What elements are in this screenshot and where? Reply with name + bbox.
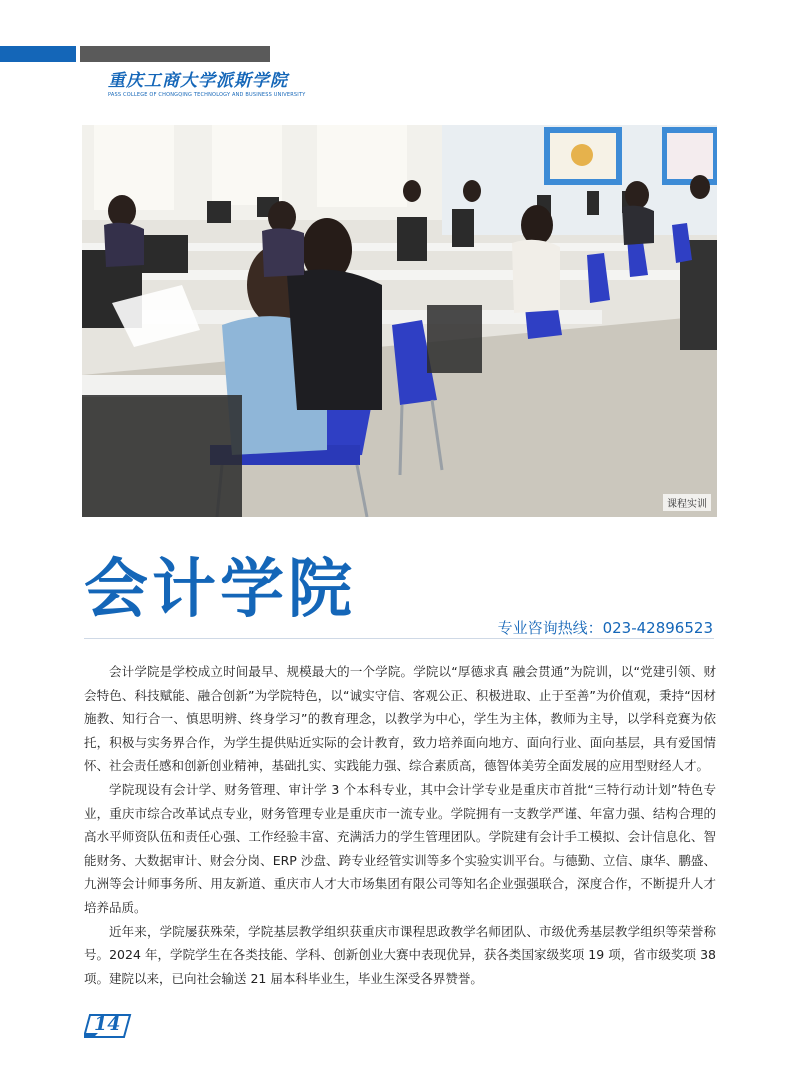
logo-english: PASS COLLEGE OF CHONGQING TECHNOLOGY AND BUSINESS UNIVERSITY <box>108 92 306 98</box>
header-bar-gray <box>80 46 270 62</box>
training-photo <box>82 125 717 517</box>
paragraph: 学院现设有会计学、财务管理、审计学 3 个本科专业，其中会计学专业是重庆市首批“三特行动计划”特色专业，重庆市综合改革试点专业，财务管理专业是重庆市一流专业。学院拥有一支教学严谨、年富力强、结构合理的高水平师资队伍和责任心强、工作经验丰富、充满活力的学生管理团队。学院建有会计手工模拟、会计信息化、智能财务、大数据审计、财会分岗、ERP 沙盘、跨专业经管实训等多个实验实训平台。与德勤、立信、康华、鹏盛、九洲等会计师事务所、用友新道、重庆市人才大市场集团有限公司等知名企业强强联合，深度合作，不断提升人才培养品质。 <box>84 781 716 915</box>
paragraph: 会计学院是学校成立时间最早、规模最大的一个学院。学院以“厚德求真 融会贯通”为院训，以“党建引领、财会特色、科技赋能、融合创新”为学院特色，以“诚实守信、客观公正、积极进取、止于至善”为价值观，秉持“因材施教、知行合一、慎思明辨、终身学习”的教育理念，以教学为中心，学生为主体，教师为主导，以学科竞赛为依托，积极与实务界合作，为学生提供贴近实际的会计教育，致力培养面向地方、面向行业、面向基层，具有爱国情怀、社会责任感和创新创业精神，基础扎实、实践能力强、综合素质高，德智体美劳全面发展的应用型财经人才。 <box>84 664 716 774</box>
page-number-text: 14 <box>94 1013 121 1035</box>
header-bar-blue <box>0 46 76 62</box>
hotline: 专业咨询热线：023-42896523 <box>497 619 713 637</box>
page-title: 会计学院 <box>84 553 356 627</box>
logo-chinese: 重庆工商大学派斯学院 <box>108 71 288 91</box>
photo-caption: 课程实训 <box>663 494 711 511</box>
body-text <box>84 660 716 990</box>
page-number <box>84 1011 132 1039</box>
classroom-illustration <box>82 125 717 517</box>
divider <box>84 638 714 639</box>
college-logo <box>108 66 306 98</box>
paragraph: 近年来，学院屡获殊荣，学院基层教学组织获重庆市课程思政教学名师团队、市级优秀基层教学组织等荣誉称号。2024 年，学院学生在各类技能、学科、创新创业大赛中表现优异，获各类国家级奖项 19 项，省市级奖项 38 项。建院以来，已向社会输送 21 届本科毕业生，毕业生深受各界赞誉。 <box>84 923 716 986</box>
